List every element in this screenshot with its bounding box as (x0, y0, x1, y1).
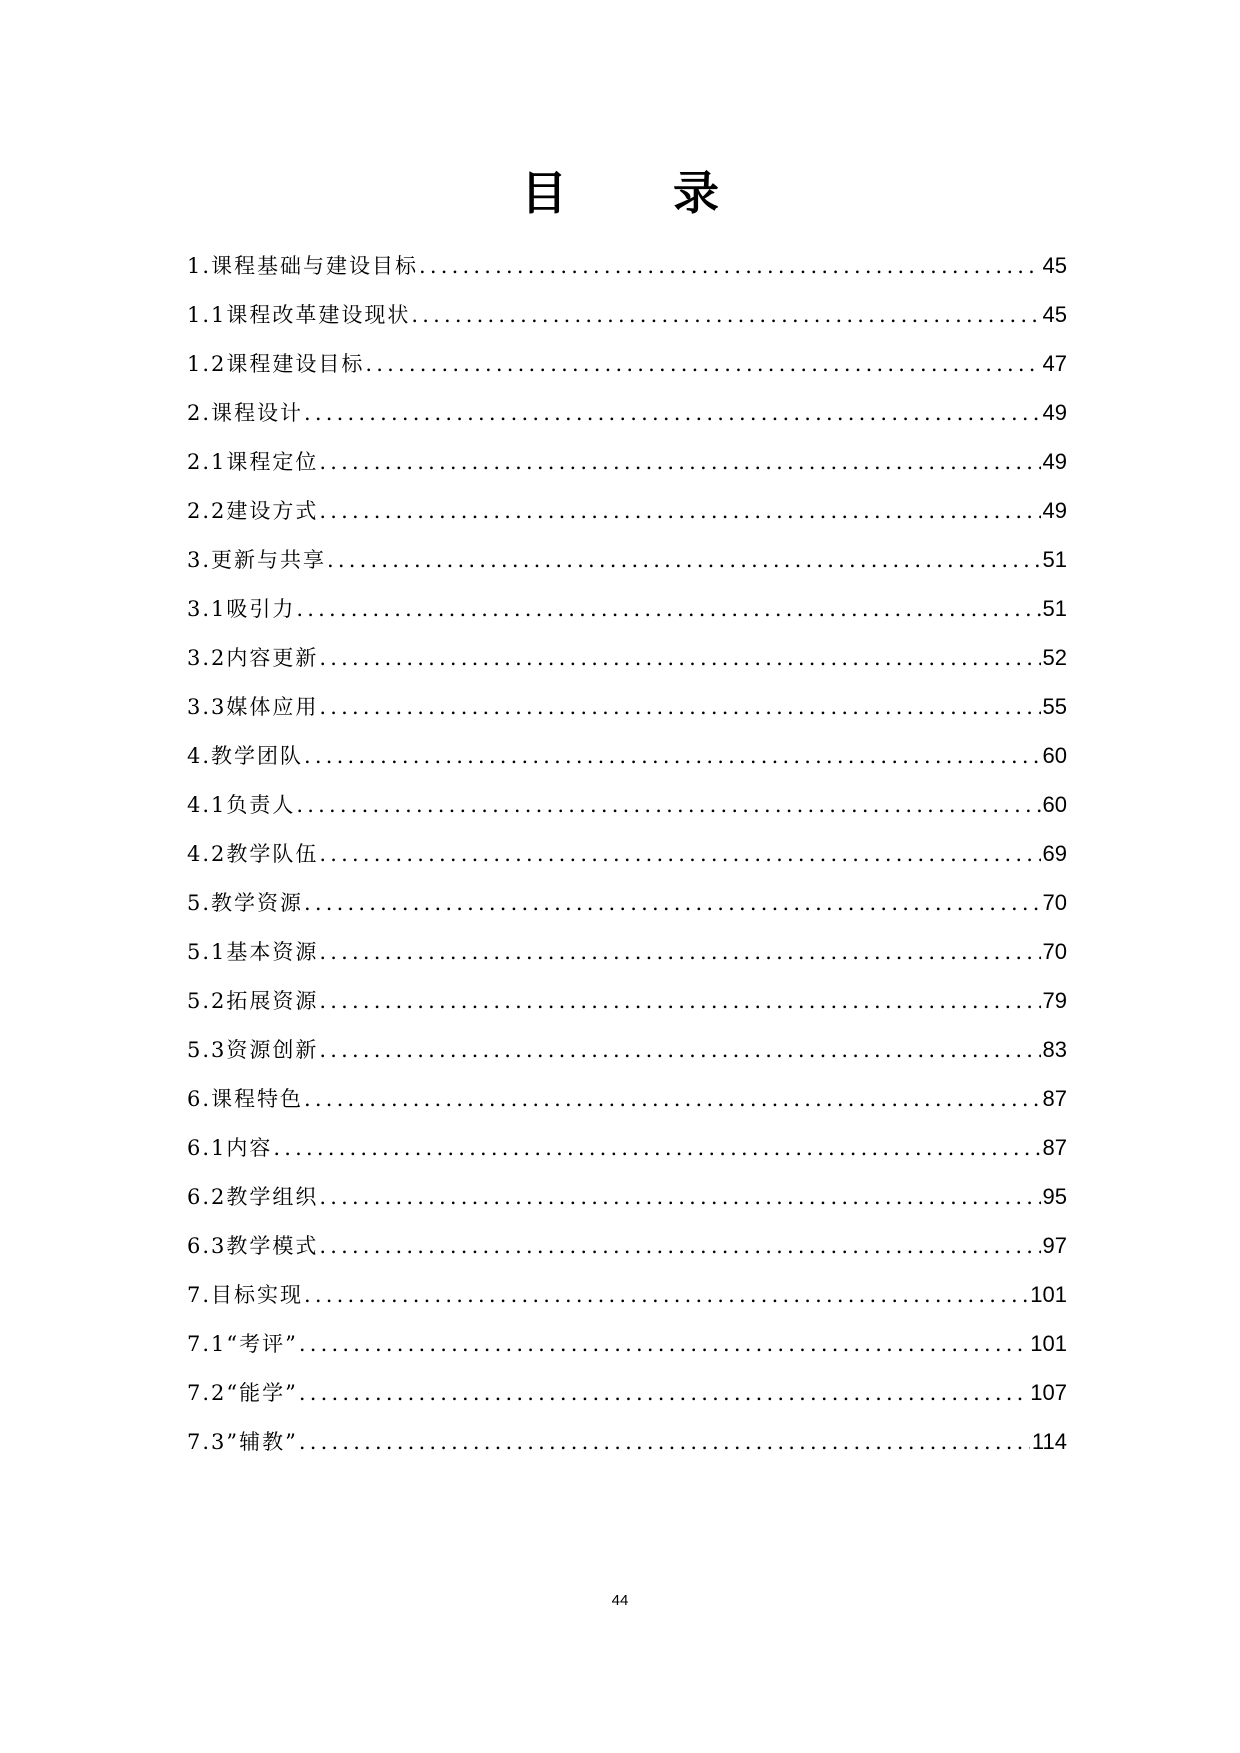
toc-entry-label: 5.1基本资源 (187, 940, 319, 964)
toc-entry-page-number: 83 (1042, 1037, 1067, 1062)
toc-entry-page-number: 49 (1042, 449, 1067, 474)
toc-title: 目 录 (521, 166, 749, 220)
toc-entry[interactable] (187, 546, 1067, 595)
toc-entry-page-number: 101 (1030, 1282, 1067, 1307)
toc-dot-leader (319, 1232, 1040, 1260)
toc-dot-leader (319, 448, 1040, 476)
toc-dot-leader (304, 742, 1040, 770)
toc-entry[interactable] (187, 1183, 1067, 1232)
toc-dot-leader (319, 938, 1040, 966)
toc-entry-label: 3.3媒体应用 (187, 695, 319, 719)
toc-dot-leader (296, 791, 1040, 819)
toc-dot-leader (411, 301, 1040, 329)
toc-entry-label: 5.2拓展资源 (187, 989, 319, 1013)
toc-entry-page-number: 49 (1042, 400, 1067, 425)
toc-entry-label: 7.目标实现 (187, 1283, 304, 1307)
toc-entry-label: 2.2建设方式 (187, 499, 319, 523)
toc-entry-label: 3.更新与共享 (187, 548, 327, 572)
toc-entry[interactable] (187, 350, 1067, 399)
toc-entry[interactable] (187, 252, 1067, 301)
toc-entry-page-number: 47 (1042, 351, 1067, 376)
toc-dot-leader (319, 840, 1040, 868)
toc-entry[interactable] (187, 840, 1067, 889)
toc-entry-page-number: 101 (1030, 1331, 1067, 1356)
toc-entry[interactable] (187, 1379, 1067, 1428)
toc-entry-label: 5.教学资源 (187, 891, 304, 915)
toc-entry-label: 4.2教学队伍 (187, 842, 319, 866)
toc-entry[interactable] (187, 1428, 1067, 1477)
toc-entry-label: 5.3资源创新 (187, 1038, 319, 1062)
toc-entry[interactable] (187, 301, 1067, 350)
toc-entry-page-number: 95 (1042, 1184, 1067, 1209)
toc-entry[interactable] (187, 1330, 1067, 1379)
toc-dot-leader (319, 644, 1040, 672)
toc-entry-page-number: 49 (1042, 498, 1067, 523)
toc-entry-label: 1.1课程改革建设现状 (187, 303, 411, 327)
toc-entry[interactable] (187, 1085, 1067, 1134)
toc-entry-page-number: 69 (1042, 841, 1067, 866)
toc-dot-leader (304, 399, 1040, 427)
toc-entry[interactable] (187, 889, 1067, 938)
toc-entry-page-number: 107 (1030, 1380, 1067, 1405)
toc-dot-leader (319, 1183, 1040, 1211)
toc-dot-leader (319, 497, 1040, 525)
toc-entry-label: 7.1“考评” (187, 1332, 298, 1356)
toc-entry-label: 6.2教学组织 (187, 1185, 319, 1209)
toc-entry[interactable] (187, 791, 1067, 840)
toc-dot-leader (296, 595, 1040, 623)
toc-entry-page-number: 70 (1042, 939, 1067, 964)
toc-entry[interactable] (187, 1134, 1067, 1183)
toc-entry-page-number: 60 (1042, 743, 1067, 768)
toc-entry-page-number: 51 (1042, 547, 1067, 572)
toc-entry-page-number: 87 (1042, 1086, 1067, 1111)
toc-dot-leader (299, 1428, 1030, 1456)
toc-entry[interactable] (187, 595, 1067, 644)
toc-entry-page-number: 45 (1042, 253, 1067, 278)
toc-entry-label: 7.3”辅教” (187, 1430, 298, 1454)
toc-entry[interactable] (187, 938, 1067, 987)
toc-dot-leader (327, 546, 1040, 574)
toc-entry[interactable] (187, 987, 1067, 1036)
toc-entry-page-number: 114 (1031, 1429, 1067, 1454)
toc-entry-page-number: 55 (1042, 694, 1067, 719)
toc-dot-leader (304, 889, 1040, 917)
toc-entry-page-number: 87 (1042, 1135, 1067, 1160)
toc-entry-page-number: 51 (1042, 596, 1067, 621)
toc-dot-leader (299, 1379, 1028, 1407)
toc-entry-label: 3.2内容更新 (187, 646, 319, 670)
toc-dot-leader (319, 1036, 1040, 1064)
toc-entry-label: 6.课程特色 (187, 1087, 304, 1111)
toc-entry[interactable] (187, 497, 1067, 546)
toc-entry-label: 3.1吸引力 (187, 597, 296, 621)
toc-entry-label: 6.1内容 (187, 1136, 273, 1160)
toc-entry[interactable] (187, 1232, 1067, 1281)
toc-list (187, 252, 1067, 1477)
toc-entry[interactable] (187, 693, 1067, 742)
toc-dot-leader (319, 987, 1040, 1015)
toc-entry[interactable] (187, 644, 1067, 693)
toc-dot-leader (304, 1085, 1040, 1113)
toc-dot-leader (304, 1281, 1028, 1309)
toc-dot-leader (419, 252, 1040, 280)
toc-entry-label: 2.1课程定位 (187, 450, 319, 474)
toc-entry[interactable] (187, 448, 1067, 497)
toc-entry-page-number: 97 (1042, 1233, 1067, 1258)
toc-dot-leader (273, 1134, 1040, 1162)
toc-entry-label: 2.课程设计 (187, 401, 304, 425)
toc-entry-page-number: 45 (1042, 302, 1067, 327)
toc-entry[interactable] (187, 1036, 1067, 1085)
toc-entry-page-number: 52 (1042, 645, 1067, 670)
toc-dot-leader (299, 1330, 1028, 1358)
toc-entry-label: 4.教学团队 (187, 744, 304, 768)
toc-dot-leader (319, 693, 1040, 721)
toc-entry-label: 1.2课程建设目标 (187, 352, 365, 376)
toc-entry-label: 7.2“能学” (187, 1381, 298, 1405)
toc-entry[interactable] (187, 1281, 1067, 1330)
toc-entry[interactable] (187, 399, 1067, 448)
toc-entry-page-number: 79 (1042, 988, 1067, 1013)
page-number: 44 (611, 1592, 629, 1609)
toc-entry-page-number: 60 (1042, 792, 1067, 817)
toc-entry[interactable] (187, 742, 1067, 791)
toc-entry-label: 6.3教学模式 (187, 1234, 319, 1258)
toc-entry-page-number: 70 (1042, 890, 1067, 915)
toc-entry-label: 4.1负责人 (187, 793, 296, 817)
toc-dot-leader (365, 350, 1040, 378)
toc-entry-label: 1.课程基础与建设目标 (187, 254, 419, 278)
